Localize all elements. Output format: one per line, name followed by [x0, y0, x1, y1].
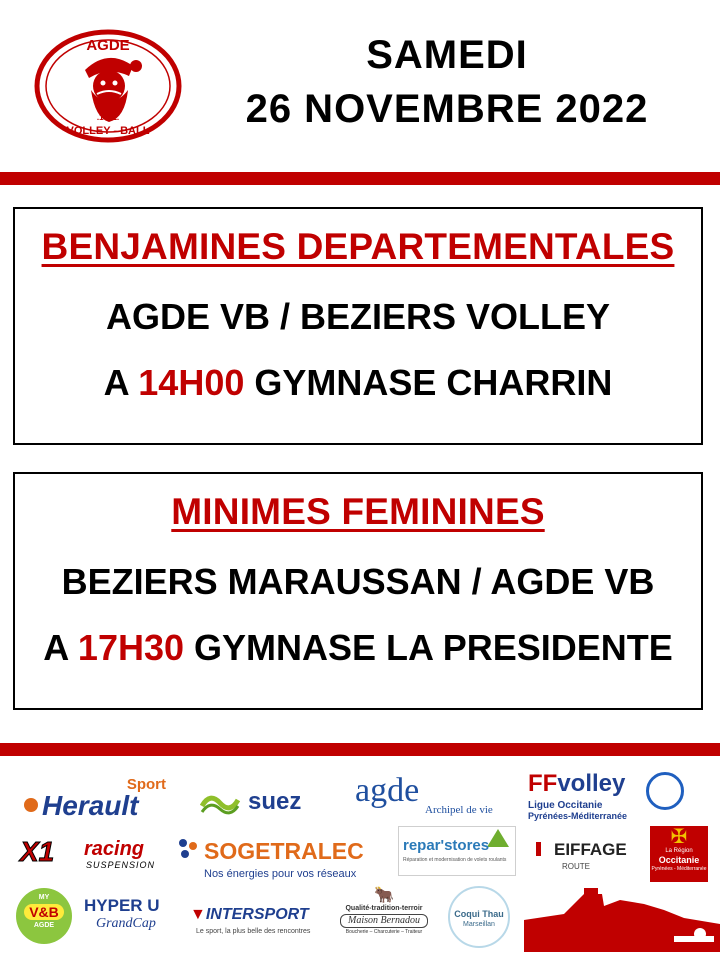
event-date [200, 28, 694, 136]
sponsor-herault-sport [24, 776, 174, 826]
bernadou-top: Qualité-tradition-terroir [345, 905, 423, 912]
eiffage-name: EIFFAGE [554, 840, 627, 859]
sponsor-intersport [190, 906, 324, 942]
sponsor-suez [200, 786, 330, 822]
sogetralec-dots-icon [178, 838, 200, 860]
suez-wave-icon [200, 790, 240, 816]
ffvolley-volley: volley [557, 770, 626, 797]
hyperu-grandcap: GrandCap [96, 916, 156, 931]
match-schedule [15, 361, 701, 405]
event-day: SAMEDI [366, 33, 528, 77]
repar-name: repar'stores [403, 837, 490, 854]
repar-roof-icon [487, 829, 509, 847]
bottom-divider-bar [0, 743, 720, 756]
match-category: MINIMES FEMININES [171, 491, 545, 532]
intersport-arrow-icon: ▼ [190, 906, 206, 923]
match-time-prefix: A [43, 627, 68, 668]
sponsor-my-vb [16, 888, 72, 944]
sponsor-eiffage [536, 838, 640, 874]
hyperu-name: HYPER U [84, 896, 160, 915]
sponsor-sogetralec [178, 834, 368, 884]
ffvolley-league-line1: Ligue Occitanie [528, 800, 603, 811]
ffvolley-league-line2: Pyrénées-Méditerranée [528, 811, 628, 821]
ffvolley-ff: FF [528, 770, 558, 797]
bernadou-name: Maison Bernadou [340, 914, 428, 928]
sogetralec-name: SOGETRALEC [204, 838, 364, 864]
sogetralec-tagline: Nos énergies pour vos réseaux [204, 868, 357, 880]
coquithau-name: Coqui Thau [454, 909, 504, 919]
sponsor-hyper-u [84, 896, 180, 942]
herault-sport-label: Sport [126, 776, 166, 793]
sponsor-region-occitanie [650, 826, 708, 882]
match-time-prefix: A [103, 362, 129, 403]
event-full-date: 26 NOVEMBRE 2022 [245, 87, 649, 131]
sponsor-coqui-thau [448, 886, 510, 948]
sponsor-x1-racing [20, 836, 170, 872]
logo-emblem [33, 26, 183, 146]
match-category: BENJAMINES DEPARTEMENTALES [41, 226, 675, 267]
eiffage-sub: ROUTE [562, 862, 590, 871]
match-schedule [15, 626, 701, 670]
city-silhouette-image [524, 884, 720, 952]
sponsor-repar-stores [398, 826, 516, 876]
occitanie-line2: Occitanie [658, 855, 700, 865]
intersport-name [190, 906, 309, 924]
intersport-tagline: Le sport, la plus belle des rencontres [196, 928, 311, 935]
herault-ball-icon [24, 798, 38, 812]
suez-name: suez [248, 788, 302, 815]
myvb-my: MY [38, 894, 50, 901]
intersport-word: INTERSPORT [205, 906, 309, 923]
occitanie-line1: La Région [665, 848, 693, 854]
herault-name: Herault [42, 790, 139, 821]
bernadou-bottom: Boucherie – Charcuterie – Traiteur [345, 929, 423, 935]
logo-top-text: AGDE [86, 37, 130, 54]
occitanie-line3: Pyrénées - Méditerranée [651, 866, 707, 872]
match-card-2 [13, 472, 703, 710]
match-teams: BEZIERS MARAUSSAN / AGDE VB [61, 561, 655, 602]
eiffage-mark-icon [536, 842, 550, 856]
agde-volley-ball-logo [33, 26, 183, 146]
top-divider-bar [0, 172, 720, 185]
ffvolley-logo-text [528, 770, 625, 798]
sponsor-agde-archipel [355, 772, 495, 822]
match-card-1 [13, 207, 703, 445]
occitanie-cross-icon: ✠ [670, 826, 688, 848]
agde-tagline: Archipel de vie [425, 804, 493, 816]
match-time: 17H30 [77, 627, 185, 668]
logo-bottom-text: VOLLEY - BALL [66, 125, 150, 137]
logo-year-text: .1962. [96, 113, 120, 122]
match-time: 14H00 [138, 362, 245, 403]
repar-tagline: Réparation et modernisation de volets roulants [403, 857, 507, 863]
match-venue: GYMNASE CHARRIN [254, 362, 613, 403]
myvb-vb: V&B [24, 904, 64, 920]
match-venue: GYMNASE LA PRESIDENTE [194, 627, 673, 668]
x1-racing-word: racing [84, 838, 145, 860]
volleyball-icon [646, 772, 684, 810]
agde-city-name: agde [355, 772, 420, 809]
sponsor-maison-bernadou [334, 888, 434, 944]
myvb-city: AGDE [33, 922, 55, 929]
x1-suspension: SUSPENSION [86, 860, 156, 870]
coquithau-city: Marseillan [463, 921, 495, 928]
x1-mark: X1 [20, 836, 55, 867]
bull-icon: 🐂 [374, 887, 394, 904]
sponsor-ffvolley [528, 770, 688, 820]
sponsor-silhouette-banner [524, 884, 720, 952]
match-teams: AGDE VB / BEZIERS VOLLEY [105, 296, 611, 337]
